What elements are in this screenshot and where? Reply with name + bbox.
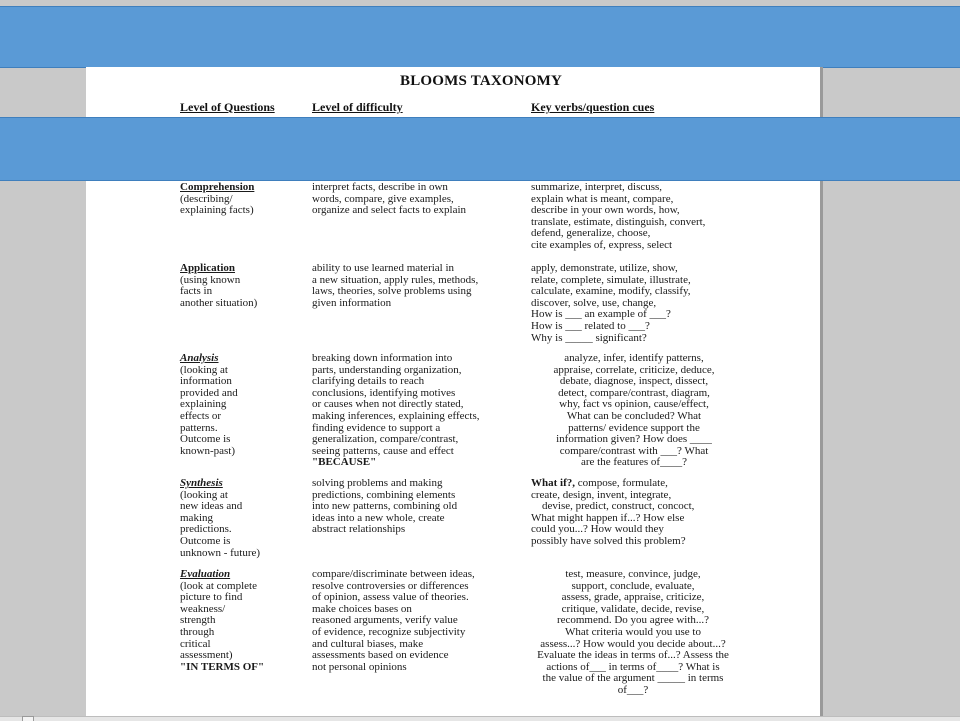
- synthesis-what-if: What if?,: [531, 477, 575, 489]
- level-name-analysis: Analysis: [180, 352, 219, 364]
- row-application-level: [180, 263, 257, 309]
- level-name-synthesis: Synthesis: [180, 477, 223, 489]
- row-comprehension-level: [180, 182, 254, 217]
- level-name-comprehension: Comprehension: [180, 181, 255, 193]
- header-key-verbs: Key verbs/question cues: [531, 100, 655, 114]
- blue-header-band: [0, 6, 960, 68]
- row-comprehension-difficulty: interpret facts, describe in own words, compare, give examples, organize and select facts to explain: [312, 181, 467, 217]
- row-comprehension-verbs: summarize, interpret, discuss, explain what is meant, compare, describe in your own words, how, translate, estimate, distinguish, convert, defend, generalize, choose, cite examples of, express, select: [531, 181, 706, 251]
- header-level-of-difficulty: Level of difficulty: [312, 100, 403, 114]
- analysis-because: "BECAUSE": [312, 456, 377, 469]
- row-synthesis-difficulty: solving problems and making predictions, combining elements into new patterns, combining old ideas into a new whole, create abstract relationships: [312, 477, 458, 536]
- row-evaluation-difficulty: compare/discriminate between ideas, resolve controversies or differences of opinion, assess value of theories. make choices bases on reasoned arguments, verify value of evidence, recognize subjectivity and cultural biases, make assessments based on evidence not personal opinions: [312, 568, 475, 673]
- row-synthesis-verbs: [531, 478, 694, 548]
- row-analysis-verbs: analyze, infer, identify patterns, appraise, correlate, criticize, deduce, debate, diagnose, inspect, dissect, detect, compare/contrast, diagram, why, fact vs opinion, cause/effect, What can be concluded? What patterns/ evidence support the information given? How does ____ compare/contrast with ___? What are the features of____?: [553, 352, 715, 469]
- level-name-application: Application: [180, 262, 236, 274]
- row-evaluation-level: [180, 569, 264, 673]
- synthesis-verbs-first-line: compose, formulate,: [575, 477, 668, 489]
- level-desc-analysis: (looking at information provided and explaining effects or patterns. Outcome is known-past): [180, 363, 238, 457]
- bottom-scrollbar[interactable]: [0, 716, 960, 721]
- document-title: BLOOMS TAXONOMY: [400, 73, 563, 89]
- row-analysis-difficulty: [312, 353, 479, 469]
- row-application-verbs: apply, demonstrate, utilize, show, relate, complete, simulate, illustrate, calculate, examine, modify, classify, discover, solve, use, change, How is ___ an example of ___? How is ___ related to ___? Why is _____ significant?: [531, 262, 691, 344]
- synthesis-verbs-text: create, design, invent, integrate, devise, predict, construct, concoct, What might happen if...? How else could you...? How would they possibly have solved this problem?: [531, 488, 695, 547]
- level-name-evaluation: Evaluation: [180, 568, 231, 580]
- header-level-of-questions: Level of Questions: [180, 100, 275, 114]
- level-desc-synthesis: (looking at new ideas and making predictions. Outcome is unknown - future): [180, 488, 261, 559]
- row-application-difficulty: ability to use learned material in a new situation, apply rules, methods, laws, theories, solve problems using given information: [312, 262, 479, 309]
- row-synthesis-level: [180, 478, 260, 559]
- level-desc-application: (using known facts in another situation): [180, 273, 258, 309]
- row-evaluation-verbs: test, measure, convince, judge, support, conclude, evaluate, assess, grade, appraise, criticize, critique, validate, decide, revise, recommend. Do you agree with...? What criteria would you use to assess...? How would you decide about...? Evaluate the ideas in terms of...? Assess the actions of___ in terms of____? What is the value of the argument _____ in terms of___?: [537, 568, 729, 696]
- level-desc-evaluation: (look at complete picture to find weakness/ strength through critical assessment): [180, 579, 257, 662]
- row-analysis-level: [180, 353, 238, 457]
- scroll-thumb[interactable]: [22, 716, 34, 721]
- level-desc-comprehension: (describing/ explaining facts): [180, 192, 254, 217]
- blue-overlay-band: [0, 117, 960, 181]
- evaluation-in-terms-of: "IN TERMS OF": [180, 660, 265, 673]
- analysis-difficulty-text: breaking down information into parts, understanding organization, clarifying details to reach conclusions, identifying motives or causes when not directly stated, making inferences, explaining effects, finding evidence to support a generalization, compare/contrast, seeing patterns, cause and effect: [312, 352, 480, 457]
